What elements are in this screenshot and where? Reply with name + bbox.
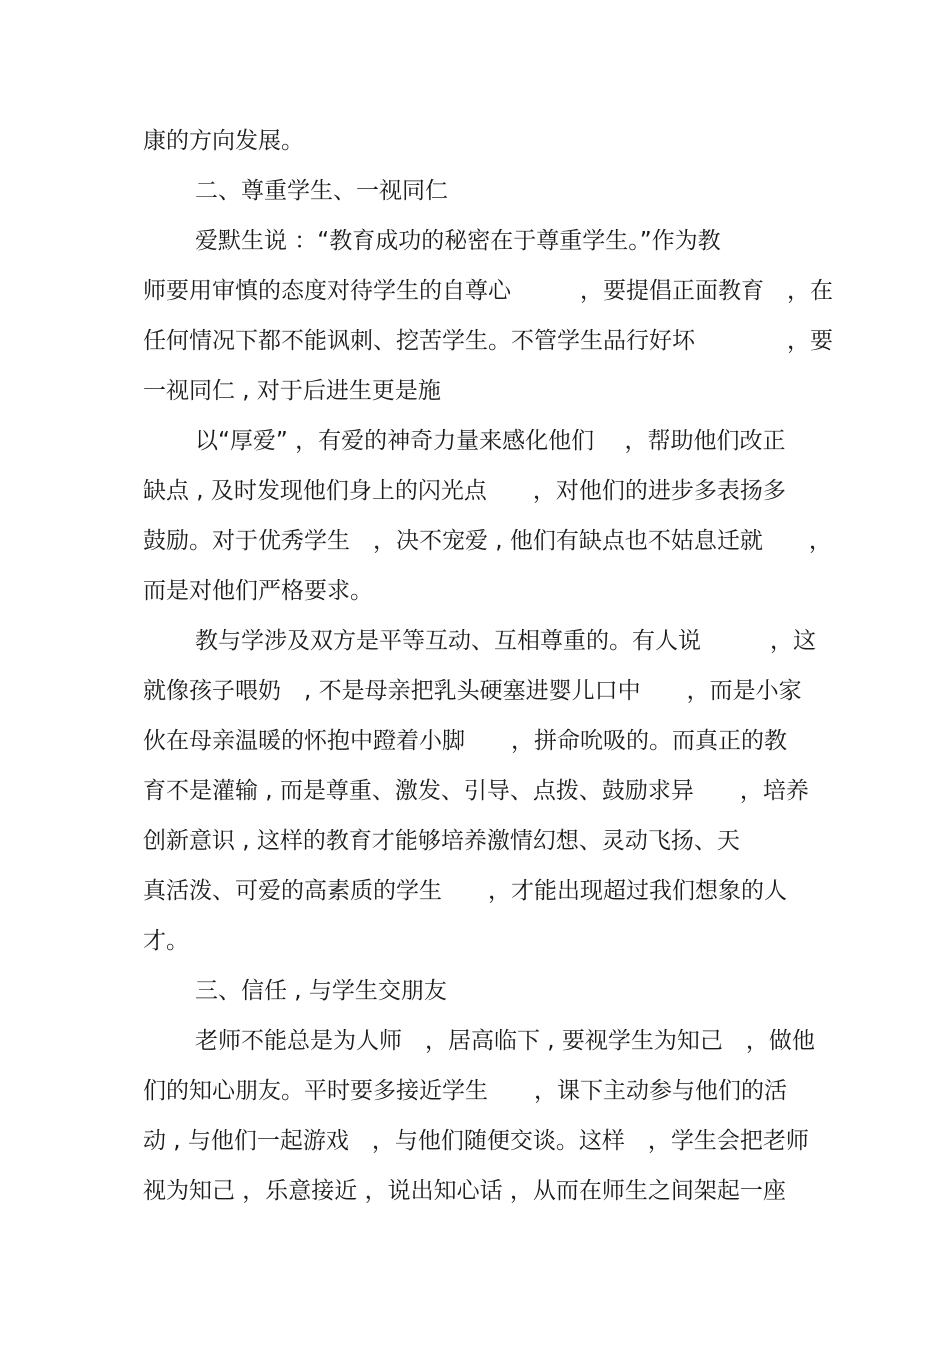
section-heading: 三、信任 , 与学生交朋友: [195, 978, 447, 1004]
text-line: 真活泼、可爱的高素质的学生 ，才能出现超过我们想象的人: [143, 878, 787, 904]
text-line: 师要用审慎的态度对待学生的自尊心 ，要提倡正面教育 ，在: [143, 278, 833, 304]
text-line: 老师不能总是为人师 ，居高临下 , 要视学生为知己 ，做他: [195, 1028, 815, 1054]
text-line: 们的知心朋友。平时要多接近学生 ，课下主动参与他们的活: [143, 1078, 787, 1104]
text-line: 教与学涉及双方是平等互动、互相尊重的。有人说 ，这: [195, 628, 816, 654]
text-line: 视为知己 ，乐意接近 ，说出知心话 ，从而在师生之间架起一座: [143, 1178, 786, 1204]
text-line: 伙在母亲温暖的怀抱中蹬着小脚 ，拼命吮吸的。而真正的教: [143, 728, 787, 754]
text-line: 就像孩子喂奶 , 不是母亲把乳头硬塞进婴儿口中 ，而是小家: [143, 678, 802, 704]
section-heading: 二、尊重学生、一视同仁: [195, 178, 448, 204]
text-line: 缺点 , 及时发现他们身上的闪光点 ，对他们的进步多表扬多: [143, 478, 786, 504]
text-line: 康的方向发展。: [143, 128, 304, 154]
text-line: 才。: [143, 928, 189, 954]
text-line: 以“厚爱” ，有爱的神奇力量来感化他们 ，帮助他们改正: [195, 428, 786, 454]
text-line: 一视同仁 , 对于后进生更是施: [143, 378, 441, 404]
text-line: 动 , 与他们一起游戏 ，与他们随便交谈。这样 ，学生会把老师: [143, 1128, 809, 1154]
text-line: 爱默生说 ：“教育成功的秘密在于尊重学生。”作为教: [195, 228, 721, 254]
text-line: 任何情况下都不能讽刺、挖苦学生。不管学生品行好坏 ，要: [143, 328, 833, 354]
text-line: 创新意识 , 这样的教育才能够培养激情幻想、灵动飞扬、天: [143, 828, 740, 854]
text-line: 鼓励。对于优秀学生 ，决不宠爱 , 他们有缺点也不姑息迁就 ，: [143, 528, 832, 554]
text-line: 育不是灌输 , 而是尊重、激发、引导、点拨、鼓励求异 ，培养: [143, 778, 809, 804]
text-line: 而是对他们严格要求。: [143, 578, 373, 604]
